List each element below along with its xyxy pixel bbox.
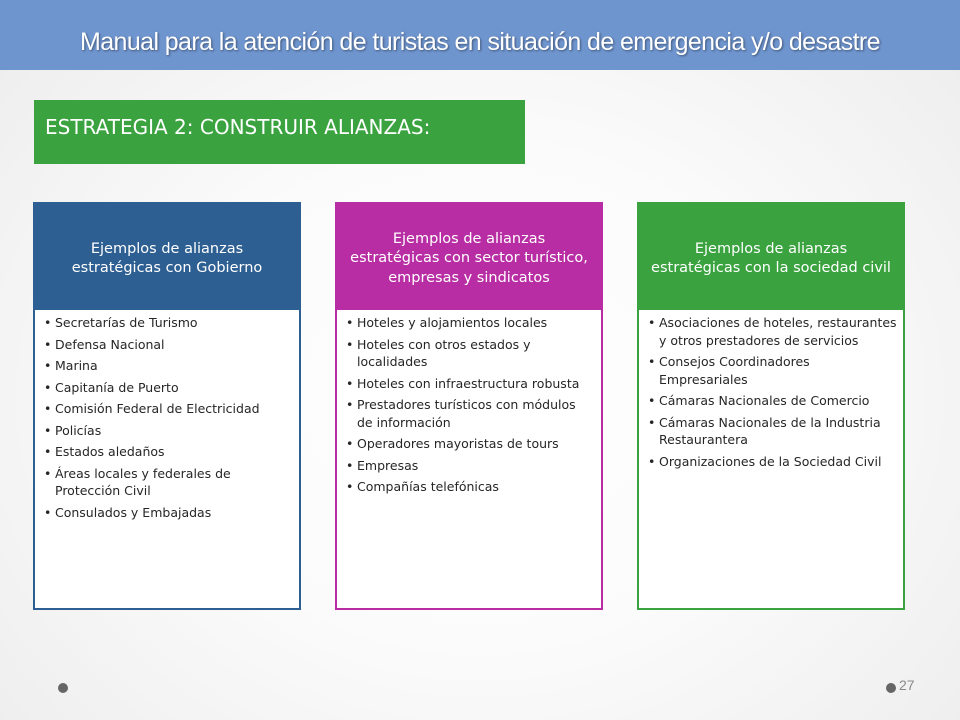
footer-dot-right [886,683,896,693]
list-item: • Compañías telefónicas [357,478,595,496]
list-item: • Secretarías de Turismo [55,314,293,332]
tourism-alliances-list [337,314,601,500]
list-item: • Organizaciones de la Sociedad Civil [659,453,897,471]
title-bar [0,0,960,70]
strategy-banner [34,100,525,164]
civil-society-alliances-list [639,314,903,474]
government-alliances-list [35,314,299,525]
list-item: • Hoteles y alojamientos locales [357,314,595,332]
list-item: • Consejos Coordinadores Empresariales [659,353,897,388]
list-item: • Hoteles con otros estados y localidades [357,336,595,371]
civil-society-card-header: Ejemplos de alianzas estratégicas con la sociedad civil [637,202,905,310]
slide-title: Manual para la atención de turistas en situación de emergencia y/o desastre [80,28,880,56]
government-card-header: Ejemplos de alianzas estratégicas con Gobierno [33,202,301,310]
civil-society-alliances-card [637,202,905,610]
list-item: • Consulados y Embajadas [55,504,293,522]
list-item: • Operadores mayoristas de tours [357,435,595,453]
list-item: • Empresas [357,457,595,475]
footer-dot-left [58,683,68,693]
tourism-card-header: Ejemplos de alianzas estratégicas con sector turístico, empresas y sindicatos [335,202,603,310]
list-item: • Asociaciones de hoteles, restaurantes y otros prestadores de servicios [659,314,897,349]
list-item: • Cámaras Nacionales de Comercio [659,392,897,410]
list-item: • Capitanía de Puerto [55,379,293,397]
list-item: • Defensa Nacional [55,336,293,354]
list-item: • Cámaras Nacionales de la Industria Restaurantera [659,414,897,449]
government-alliances-card [33,202,301,610]
list-item: • Prestadores turísticos con módulos de información [357,396,595,431]
strategy-heading: ESTRATEGIA 2: CONSTRUIR ALIANZAS: [45,115,431,139]
list-item: • Marina [55,357,293,375]
list-item: • Policías [55,422,293,440]
page-number: 27 [899,677,915,693]
list-item: • Estados aledaños [55,443,293,461]
tourism-alliances-card [335,202,603,610]
list-item: • Áreas locales y federales de Protección Civil [55,465,293,500]
list-item: • Hoteles con infraestructura robusta [357,375,595,393]
list-item: • Comisión Federal de Electricidad [55,400,293,418]
